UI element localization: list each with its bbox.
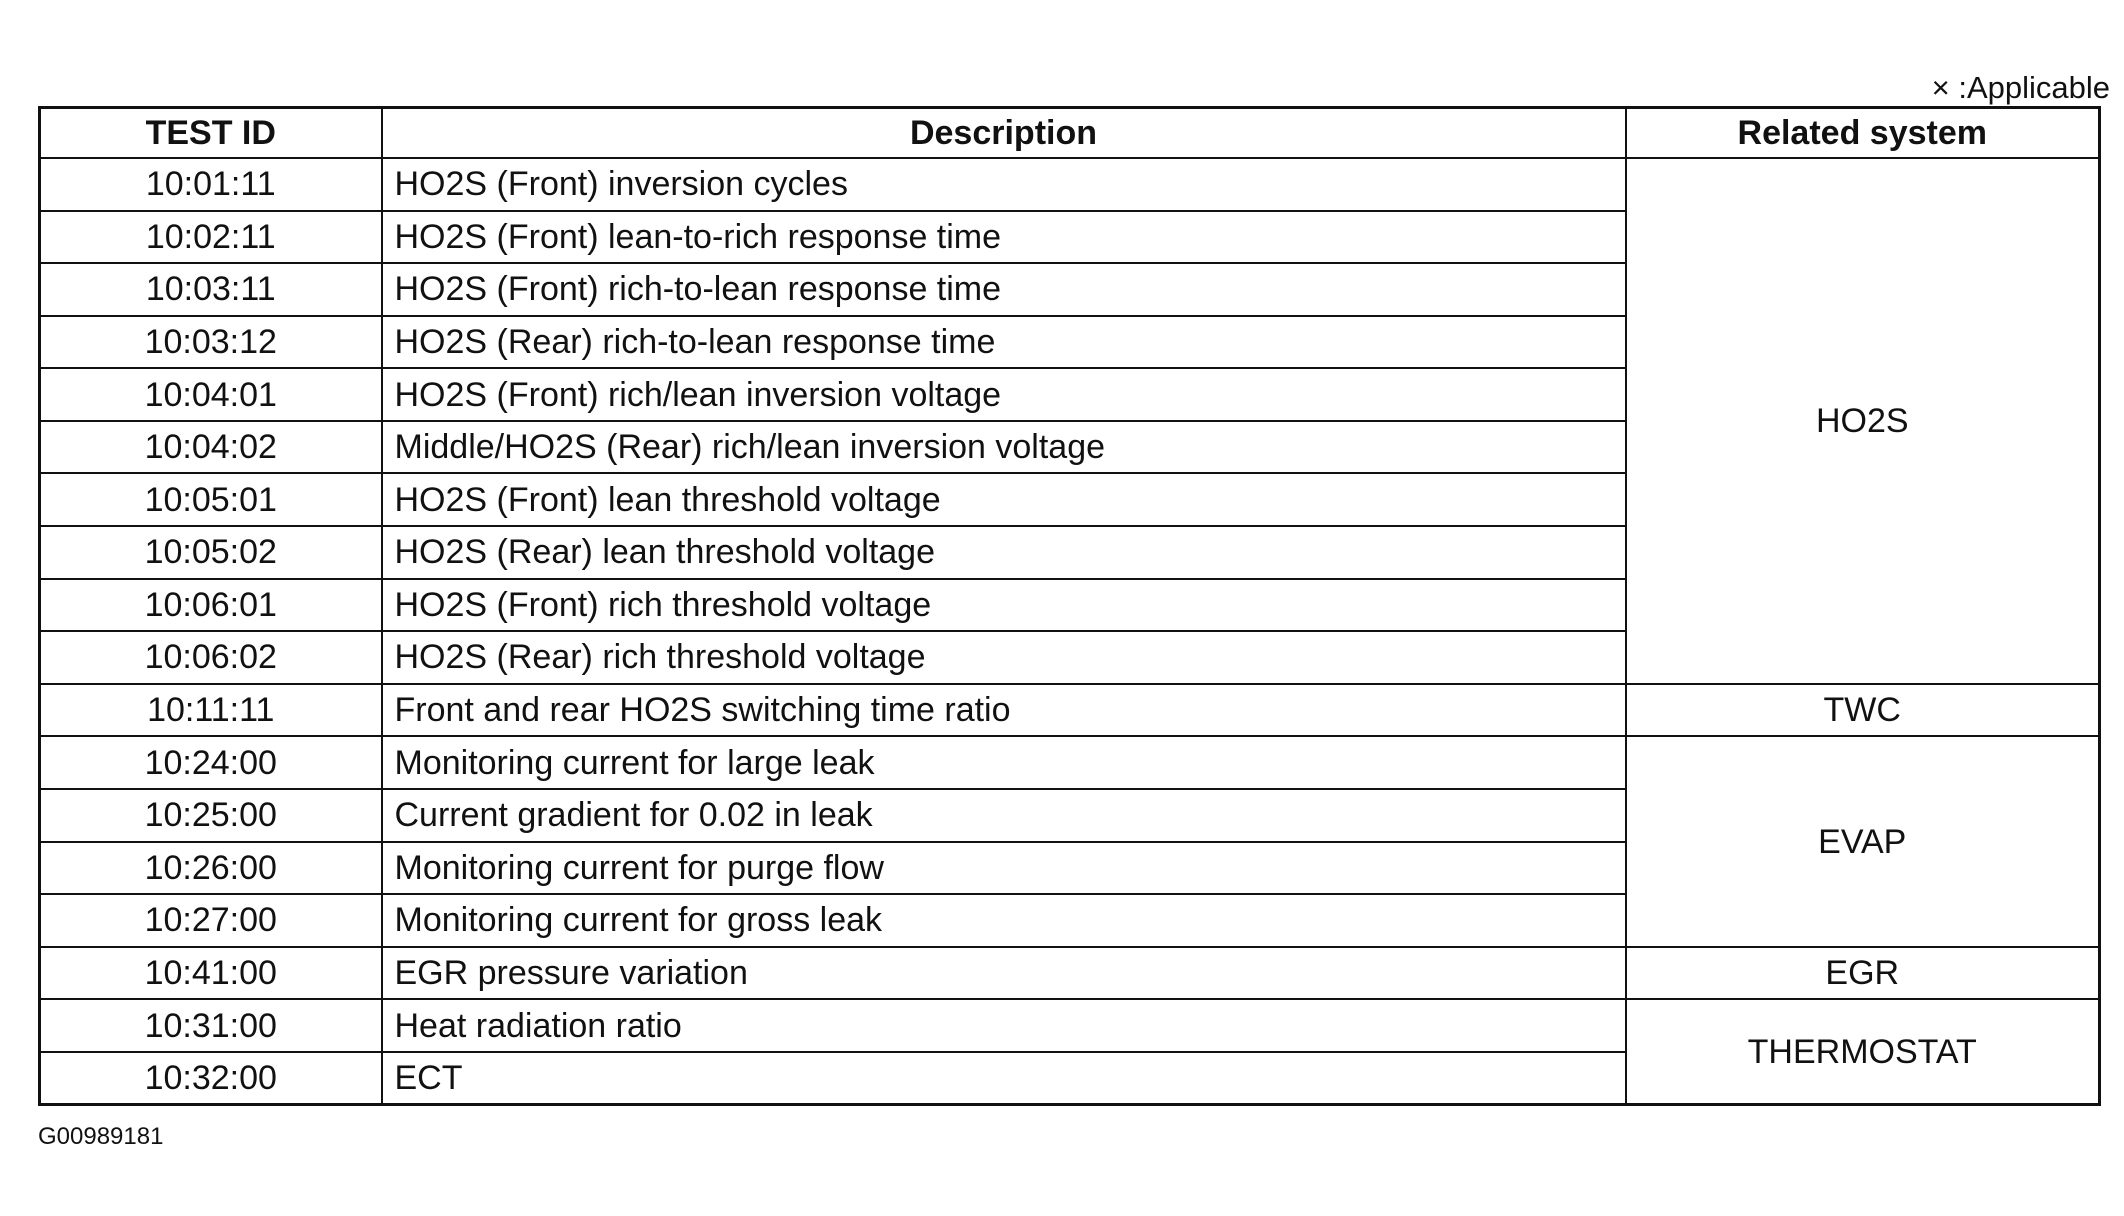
test-id-cell: 10:03:12	[40, 316, 382, 369]
description-cell: HO2S (Rear) rich threshold voltage	[382, 631, 1626, 684]
test-id-cell: 10:02:11	[40, 211, 382, 264]
test-id-cell: 10:06:02	[40, 631, 382, 684]
test-id-cell: 10:32:00	[40, 1052, 382, 1105]
test-id-cell: 10:06:01	[40, 579, 382, 632]
description-cell: Heat radiation ratio	[382, 999, 1626, 1052]
figure-id-label: G00989181	[38, 1123, 164, 1150]
test-id-cell: 10:05:01	[40, 473, 382, 526]
description-cell: HO2S (Front) lean threshold voltage	[382, 473, 1626, 526]
description-cell: Middle/HO2S (Rear) rich/lean inversion voltage	[382, 421, 1626, 474]
test-id-cell: 10:25:00	[40, 789, 382, 842]
description-cell: Monitoring current for large leak	[382, 736, 1626, 789]
table-row	[40, 736, 2100, 789]
table-row	[40, 158, 2100, 211]
description-cell: Monitoring current for gross leak	[382, 894, 1626, 947]
related-system-ho2s: HO2S	[1626, 158, 2100, 684]
table-row	[40, 947, 2100, 1000]
description-cell: HO2S (Front) inversion cycles	[382, 158, 1626, 211]
table-row	[40, 684, 2100, 737]
test-id-cell: 10:27:00	[40, 894, 382, 947]
table-header-row	[40, 108, 2100, 159]
related-system-twc: TWC	[1626, 684, 2100, 737]
test-id-cell: 10:24:00	[40, 736, 382, 789]
test-id-cell: 10:04:01	[40, 368, 382, 421]
description-cell: HO2S (Front) rich-to-lean response time	[382, 263, 1626, 316]
test-id-cell: 10:03:11	[40, 263, 382, 316]
test-id-cell: 10:04:02	[40, 421, 382, 474]
test-id-cell: 10:31:00	[40, 999, 382, 1052]
description-cell: Current gradient for 0.02 in leak	[382, 789, 1626, 842]
description-cell: Front and rear HO2S switching time ratio	[382, 684, 1626, 737]
test-id-cell: 10:01:11	[40, 158, 382, 211]
description-cell: HO2S (Rear) rich-to-lean response time	[382, 316, 1626, 369]
description-cell: HO2S (Front) rich threshold voltage	[382, 579, 1626, 632]
header-related-system: Related system	[1626, 108, 2100, 159]
description-cell: EGR pressure variation	[382, 947, 1626, 1000]
related-system-thermostat: THERMOSTAT	[1626, 999, 2100, 1104]
description-cell: Monitoring current for purge flow	[382, 842, 1626, 895]
test-id-cell: 10:26:00	[40, 842, 382, 895]
header-description: Description	[382, 108, 1626, 159]
related-system-egr: EGR	[1626, 947, 2100, 1000]
description-cell: HO2S (Rear) lean threshold voltage	[382, 526, 1626, 579]
test-id-cell: 10:41:00	[40, 947, 382, 1000]
related-system-evap: EVAP	[1626, 736, 2100, 946]
description-cell: HO2S (Front) rich/lean inversion voltage	[382, 368, 1626, 421]
header-test-id: TEST ID	[40, 108, 382, 159]
test-id-cell: 10:11:11	[40, 684, 382, 737]
applicable-legend-note: × :Applicable	[1931, 70, 2110, 105]
test-id-cell: 10:05:02	[40, 526, 382, 579]
description-cell: ECT	[382, 1052, 1626, 1105]
description-cell: HO2S (Front) lean-to-rich response time	[382, 211, 1626, 264]
table-row	[40, 999, 2100, 1052]
test-id-table	[38, 106, 2101, 1106]
